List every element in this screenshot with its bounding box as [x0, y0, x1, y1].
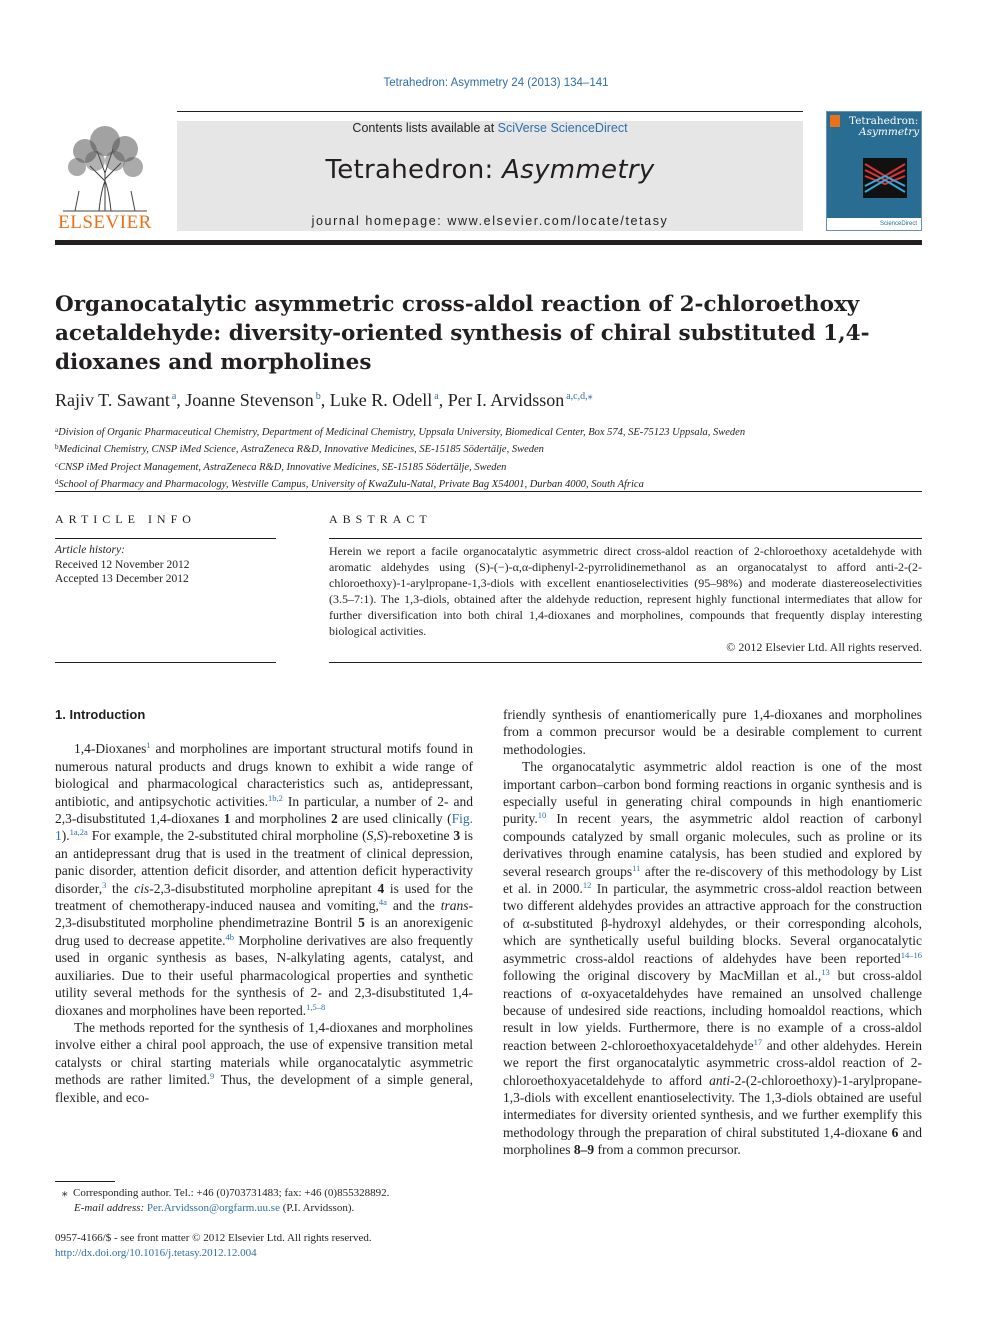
compound-number: 6: [891, 1124, 899, 1140]
received-date: Received 12 November 2012: [55, 558, 190, 571]
doi-link[interactable]: http://dx.doi.org/10.1016/j.tetasy.2012.12.004: [55, 1246, 257, 1259]
author-name: Luke R. Odell: [329, 390, 433, 410]
affiliation-key: a: [55, 426, 59, 434]
author-name: Joanne Stevenson: [185, 390, 314, 410]
affiliation-item: [55, 458, 925, 475]
sciencedirect-link[interactable]: SciVerse ScienceDirect: [497, 121, 628, 135]
author-affil-link[interactable]: b: [315, 391, 321, 402]
reference-link[interactable]: 14–16: [900, 949, 922, 960]
contents-prefix: Contents lists available at: [352, 121, 498, 135]
article-meta: [55, 1231, 485, 1260]
cover-logo-icon: [830, 115, 840, 127]
contents-line: [177, 121, 803, 135]
header-thick-rule: [55, 240, 922, 245]
footnote-email-line: [62, 1201, 482, 1216]
journal-name-italic: Asymmetry: [502, 155, 655, 185]
journal-cover-thumbnail[interactable]: [826, 111, 922, 231]
affiliation-text: CNSP iMed Project Management, AstraZeneca R&D, Innovative Medicines, SE-15185 Södertälje, Sweden: [58, 461, 507, 473]
cover-artwork-icon: [863, 158, 907, 198]
cover-title: [849, 116, 919, 138]
email-suffix: (P.I. Arvidsson).: [279, 1202, 355, 1214]
reference-link[interactable]: 3: [102, 879, 107, 890]
author-affil-link[interactable]: a: [171, 391, 177, 402]
italic-term: trans: [440, 898, 469, 914]
reference-link[interactable]: 1,5–8: [306, 1001, 326, 1012]
reference-link[interactable]: 12: [582, 880, 592, 891]
affiliation-key: b: [55, 443, 59, 452]
italic-term: anti: [709, 1072, 731, 1088]
header-top-rule: [177, 111, 803, 112]
history-label: Article history:: [55, 544, 125, 556]
reference-link[interactable]: 1a,2a: [69, 827, 88, 838]
author-affil-link[interactable]: a: [434, 391, 439, 402]
abstract-bottom-rule: [329, 662, 922, 663]
body-right-column: [503, 706, 922, 1159]
abstract-copyright: © 2012 Elsevier Ltd. All rights reserved.: [726, 640, 922, 654]
elsevier-wordmark: ELSEVIER: [58, 212, 152, 233]
reference-link[interactable]: 4a: [378, 897, 387, 908]
italic-term: cis: [134, 880, 150, 896]
accepted-date: Accepted 13 December 2012: [55, 573, 189, 585]
author-list: Rajiv T. Sawant $^a$, Joanne Stevenson $^b$, Luke R. Odell $^a$, Per I. Arvidsson $^{a,c,d,⁎}$: [55, 390, 593, 410]
article-info-heading: ARTICLE INFO: [55, 512, 196, 526]
reference-link[interactable]: 1b,2: [268, 792, 283, 803]
journal-name-plain: Tetrahedron:: [325, 155, 503, 185]
affiliation-item: [55, 423, 925, 440]
compound-number: 4: [377, 880, 385, 896]
paragraph: The methods reported for the synthesis of 1,4-dioxanes and morpholines involve either a chiral pool approach, the use of expensive transition metal catalysts or chiral starting materials while organocatalytic asymmetric methods are rather limited.$^9$ Thus, the development of a simple general, flexible, and eco-: [55, 1019, 473, 1105]
author-name: Per I. Arvidsson: [447, 390, 565, 410]
corresponding-author-footnote: [62, 1186, 482, 1216]
author-name: Rajiv T. Sawant: [55, 390, 170, 410]
article-info-rule: [55, 538, 276, 539]
article-title: Organocatalytic asymmetric cross-aldol reaction of 2-chloroethoxy acetaldehyde: diversity-oriented synthesis of chiral substituted 1,4-dioxanes and morpholines: [55, 292, 870, 375]
email-link[interactable]: Per.Arvidsson@orgfarm.uu.se: [146, 1202, 280, 1214]
article-history: [55, 543, 276, 587]
compound-number: 5: [358, 915, 365, 931]
italic-term: S,S: [366, 828, 384, 844]
abstract-heading: ABSTRACT: [329, 512, 432, 526]
footnote-text: Corresponding author. Tel.: +46 (0)703731483; fax: +46 (0)855328892.: [73, 1187, 390, 1199]
reference-link[interactable]: 9: [210, 1071, 215, 1082]
affiliation-item: [55, 440, 925, 457]
compound-number: 1: [223, 811, 231, 827]
section-divider: [55, 491, 922, 492]
email-label: E-mail address:: [74, 1202, 147, 1214]
journal-homepage[interactable]: journal homepage: www.elsevier.com/locate/tetasy: [311, 214, 669, 228]
footnote-rule: [55, 1181, 115, 1182]
affiliation-item: [55, 475, 925, 492]
affiliation-text: Medicinal Chemistry, CNSP iMed Science, AstraZeneca R&D, Innovative Medicines, SE-15185 Södertälje, Sweden: [58, 444, 544, 456]
compound-number: 3: [453, 828, 461, 844]
article-info-bottom-rule: [55, 662, 276, 663]
abstract-rule: [329, 538, 922, 539]
affiliation-list: [55, 423, 925, 492]
reference-link[interactable]: 17: [753, 1036, 763, 1047]
compound-number: 8–9: [573, 1142, 595, 1158]
paragraph: 1,4-Dioxanes$^1$ and morpholines are important structural motifs found in numerous natural products and drugs known to exhibit a wide range of biological and pharmacological characteristics such as, antidepressant, antibiotic, and antipsychotic activities.$^{1b,2}$ In particular, a number of 2- and 2,3-disubstituted 1,4-dioxanes 1 and morpholines 2 are used clinically (Fig. 1).$^{1a,2a}$ For example, the 2-substituted chiral morpholine (S,S)-reboxetine 3 is an antidepressant drug that is used in the treatment of clinical depression, panic disorder, attention deficit disorder, and attention deficit hyperactivity disorder,$^3$ the cis-2,3-disubstituted morpholine aprepitant 4 is used for the treatment of chemotherapy-induced nausea and vomiting,$^{4a}$ and the trans-2,3-disubstituted morpholine phendimetrazine Bontril 5 is an anorexigenic drug used to decrease appetite.$^{4b}$ Morpholine derivatives are also frequently used in organic synthesis as bases, N-alkylating agents, catalyst, and auxiliaries. Due to their useful pharmacological properties and synthetic utility several methods for the synthesis of 2- and 2,3-disubstituted 1,4-dioxanes and morpholines have been reported.$^{1,5-8}$: [55, 740, 473, 1018]
affiliation-text: School of Pharmacy and Pharmacology, Westville Campus, University of KwaZulu-Natal, Private Bag X54001, Durban 4000, South Africa: [58, 478, 644, 490]
paragraph: The organocatalytic asymmetric aldol reaction is one of the most important carbon–carbon bond forming reactions in organic synthesis and is especially useful in generating chiral compounds in high enantiomeric purity.$^{10}$ In recent years, the asymmetric aldol reaction of carbonyl compounds catalyzed by small organic molecules, such as proline or its derivatives through enamine catalysis, has been studied and explored by several research groups$^{11}$ after the re-discovery of this methodology by List et al. in 2000.12 In particular, the asymmetric cross-aldol reaction between two different aldehydes provides an attractive approach for the construction of α-substituted β-hydroxyl aldehydes, or their corresponding alcohols, which are synthetically useful building blocks. Several organocatalytic asymmetric cross-aldol reactions of aldehydes have been reported$^{14-16}$ following the original discovery by MacMillan et al.,$^{13}$ but cross-aldol reactions of α-oxyacetaldehydes have remained an unsolved challenge because of undesired side reactions, including homoaldol reactions, which result in low yields. Furthermore, there is no example of a cross-aldol reaction between 2-chloroethoxyacetaldehyde$^{17}$ and other aldehydes. Herein we report the first organocatalytic asymmetric cross-aldol reaction of 2-chloroethoxyacetaldehyde to afford anti-2-(2-chloroethoxy)-1-arylpropane-1,3-diols with excellent enantioselectivity. The 1,3-diols obtained are useful intermediates for diversity oriented synthesis, and we further exemplify this methodology through the preparation of chiral substituted 1,4-dioxane 6 and morpholines 8–9 from a common precursor.: [503, 759, 923, 1158]
issn-line: 0957-4166/$ - see front matter © 2012 Elsevier Ltd. All rights reserved.: [55, 1232, 372, 1244]
cover-footer: ScienceDirect: [827, 218, 921, 230]
reference-link[interactable]: 11: [632, 862, 641, 873]
reference-link[interactable]: 4b: [225, 931, 234, 942]
footnote-marker: ⁎: [62, 1187, 68, 1199]
footnote-line: [62, 1186, 482, 1201]
compound-number: 2: [330, 811, 338, 827]
affiliation-key: c: [55, 460, 59, 469]
section-title: 1. Introduction: [55, 707, 146, 722]
cover-title-line1: Tetrahedron:: [849, 115, 919, 127]
affiliation-text: Division of Organic Pharmaceutical Chemistry, Department of Medicinal Chemistry, Uppsala University, Biomedical Center, Box 574, SE-75123 Uppsala, Sweden: [58, 427, 746, 438]
reference-link[interactable]: 13: [821, 967, 830, 978]
affiliation-key: d: [55, 477, 59, 486]
body-left-column: [55, 706, 473, 1106]
reference-link[interactable]: 10: [537, 810, 547, 821]
author-affil-link[interactable]: a,c,d,⁎: [566, 391, 593, 402]
figure-link[interactable]: Fig. 1: [55, 811, 473, 844]
paragraph: friendly synthesis of enantiomerically pure 1,4-dioxanes and morpholines from a common precursor would be a desirable complement to current methodologies.: [503, 707, 922, 757]
journal-name: [177, 155, 803, 185]
journal-citation[interactable]: Tetrahedron: Asymmetry 24 (2013) 134–141: [383, 77, 609, 89]
abstract-text: Herein we report a facile organocatalytic asymmetric direct cross-aldol reaction of 2-chloroethoxy acetaldehyde with aromatic aldehydes using (S)-(−)-α,α-diphenyl-2-pyrrolidinemethanol as an organocatalyst to afford anti-2-(2-chloroethoxy)-1-arylpropane-1,3-diols with excellent enantioselectivities (95–98%) and moderate diastereoselectivities (3.5–7:1). The 1,3-diols, obtained after the aldehyde reduction, represent highly functional intermediates that allow for further diversification into both chiral 1,4-dioxanes and morpholines, compounds that frequently display interesting biological activities.: [329, 544, 922, 638]
reference-link[interactable]: 1: [146, 740, 151, 751]
cover-title-line2: Asymmetry: [859, 126, 920, 138]
